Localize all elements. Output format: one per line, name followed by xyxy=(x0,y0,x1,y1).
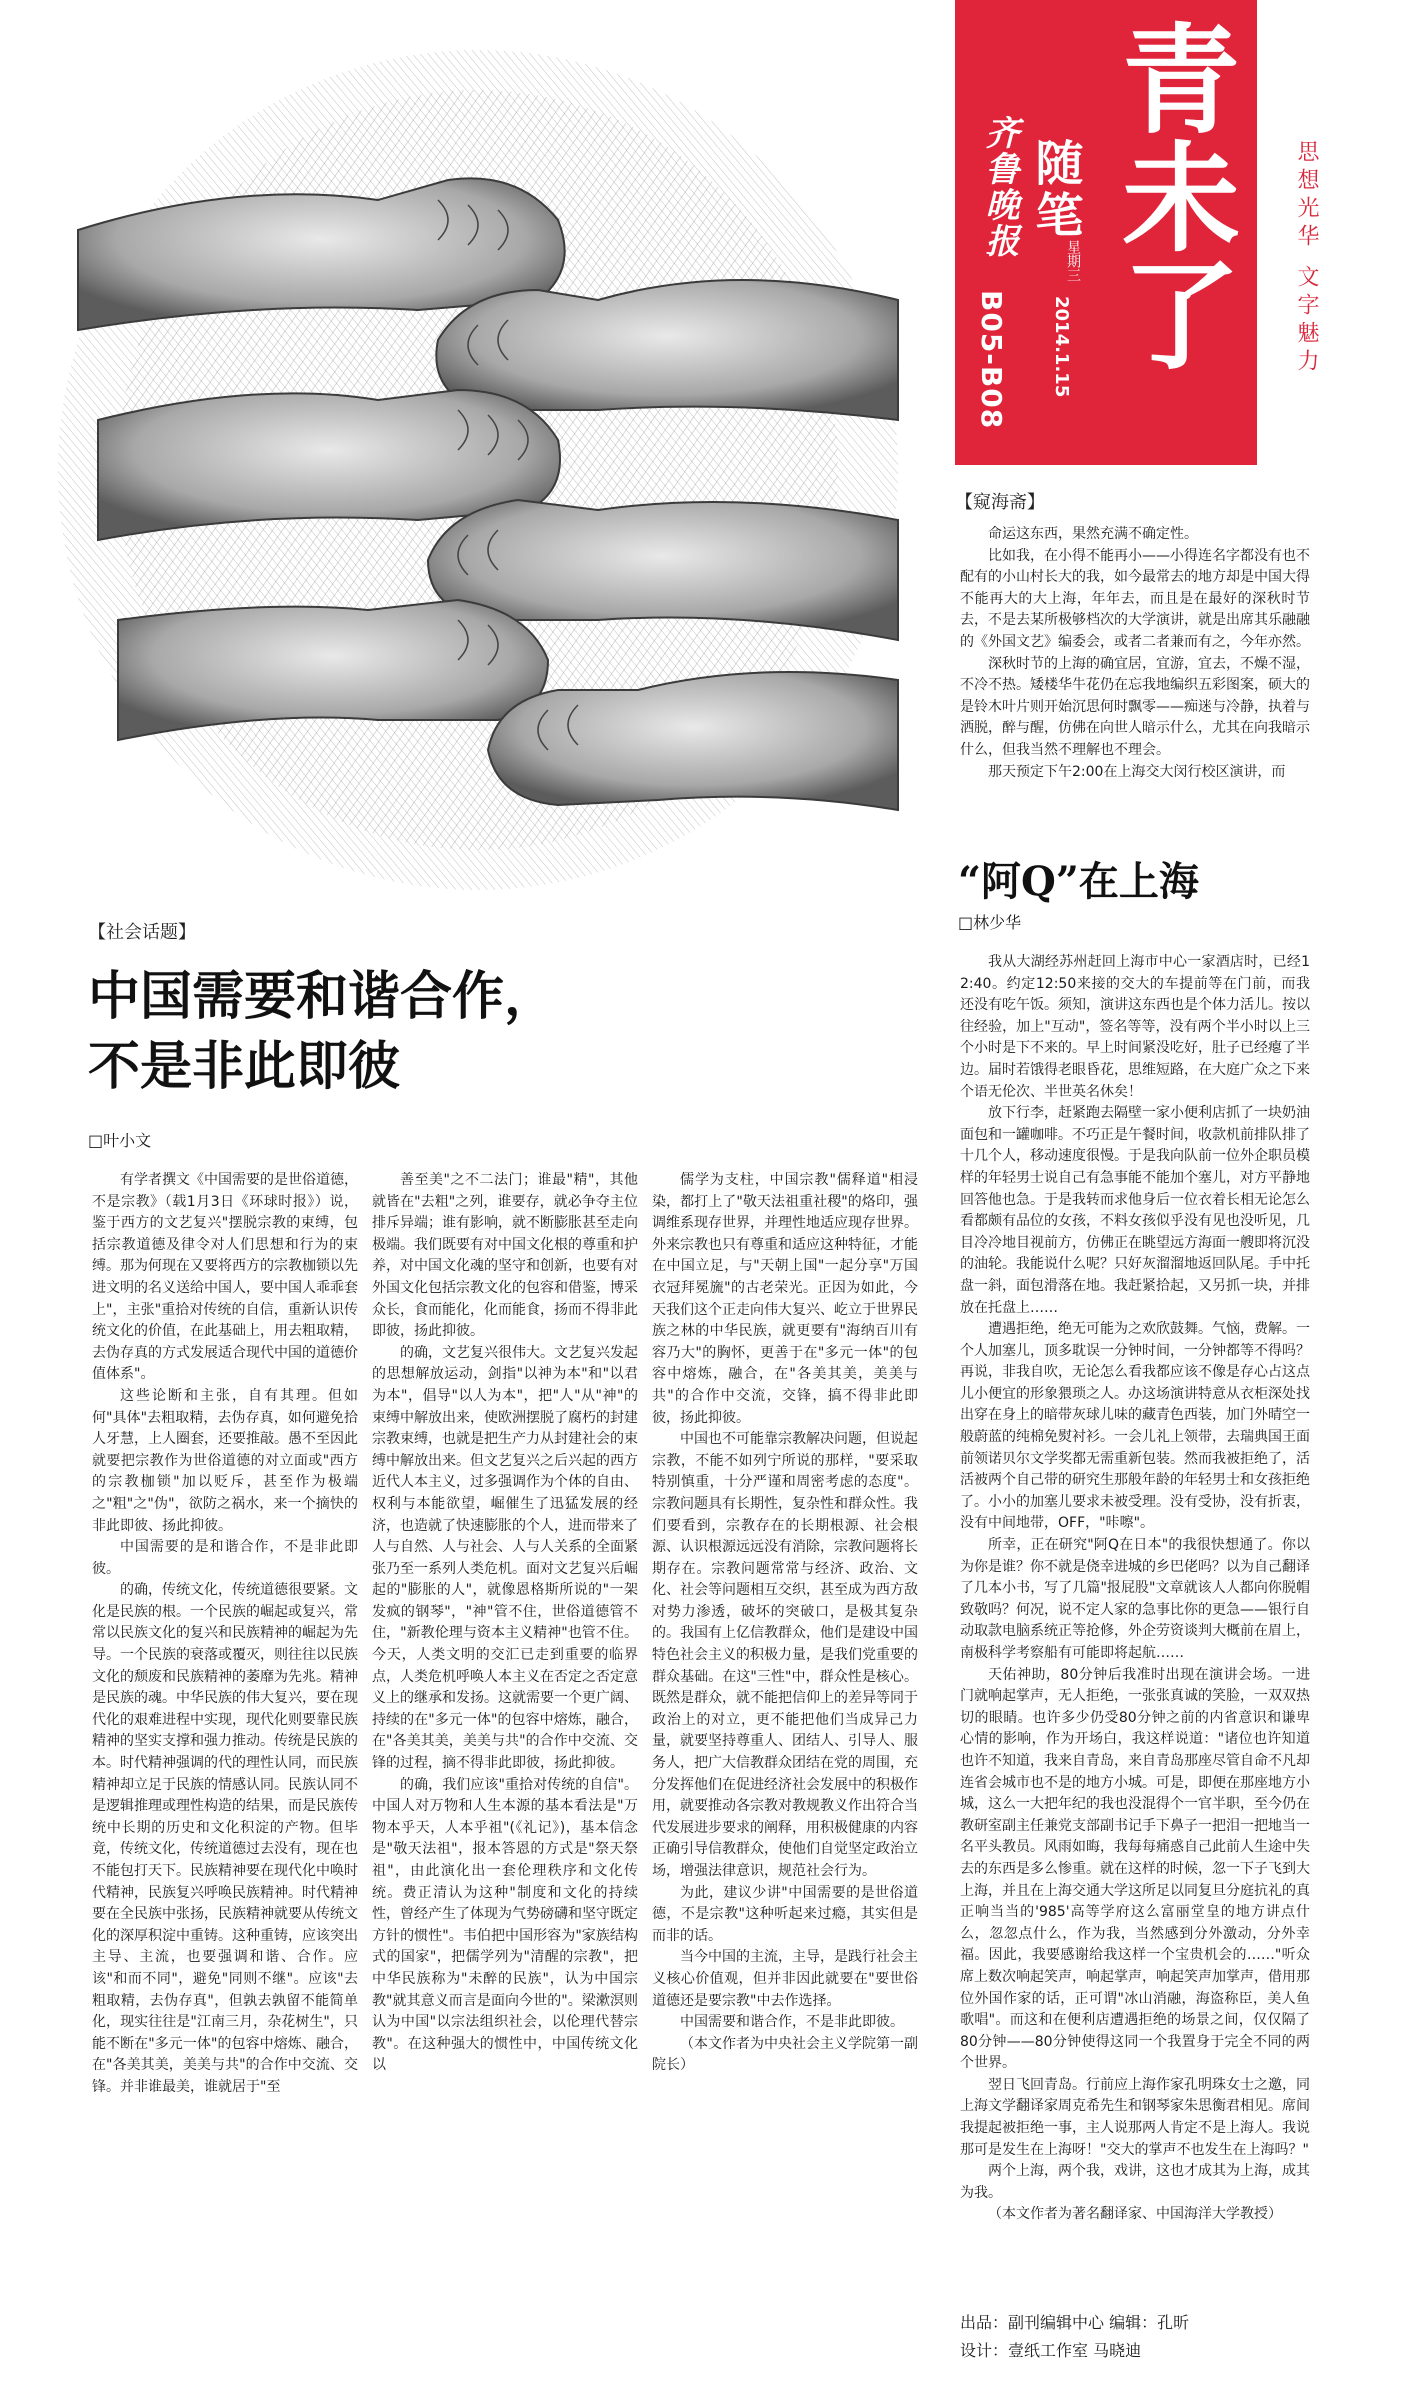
credits-line-1: 出品：副刊编辑中心 编辑：孔昕 xyxy=(960,2313,1190,2332)
paragraph: 比如我，在小得不能再小——小得连名字都没有也不配有的小山村长大的我，如今最常去的地方却是中国大得不能再大的大上海，年年去，而且是在最好的深秋时节去，不是去某所极够档次的大学演讲，就是出席其乐融融的《外国文艺》编委会，或者二者兼而有之，今年亦然。 xyxy=(960,547,1310,650)
article-column-1 xyxy=(92,1170,358,2099)
paragraph: （本文作者为中央社会主义学院第一副院长） xyxy=(652,2035,918,2074)
paragraph: 为此，建议少讲"中国需要的是世俗道德，不是宗教"这种听起来过瘾，其实但是而非的话。 xyxy=(652,1884,918,1944)
article-column-2 xyxy=(372,1170,638,2077)
paragraph: （本文作者为著名翻译家、中国海洋大学教授） xyxy=(988,2206,1282,2223)
paragraph: 当今中国的主流，主导，是践行社会主义核心价值观，但并非因此就要在"要世俗道德还是要宗教"中去作选择。 xyxy=(652,1949,918,2009)
article-column-3 xyxy=(652,1170,918,2077)
headline-line-1: 中国需要和谐合作， xyxy=(88,966,557,1027)
paragraph: 放下行李，赶紧跑去隔壁一家小便利店抓了一块奶油面包和一罐咖啡。不巧正是午餐时间，收款机前排队排了十几个人，移动速度很慢。于是我向队前一位外企职员模样的年轻男士说自己有急事能不能加个塞儿，对方平静地回答他也急。于是我转而求他身后一位衣着长相无论怎么看都颇有品位的女孩，不料女孩似乎没有见也没听见，几目冷冷地目视前方，仿佛正在眺望远方海面一艘即将沉没的油轮。我能说什么呢？只好灰溜溜地返回队尾。手中托盘一斜，面包滑落在地。我赶紧拾起，又另抓一块，并排放在托盘上…… xyxy=(960,1105,1310,1316)
column-title: “阿Q”在上海 xyxy=(958,858,1199,905)
article-headline xyxy=(88,962,738,1102)
paragraph: 深秋时节的上海的确宜居，宜游，宜去，不燥不湿，不冷不热。矮楼华牛花仍在忘我地编织五彩图案，硕大的是铃木叶片则开始沉思何时飘零——痴迷与冷静，执着与洒脱，醉与醒，仿佛在向世人暗示什么，尤其在向我暗示什么，但我当然不理解也不理会。 xyxy=(960,655,1310,758)
column-kicker: 【窥海斋】 xyxy=(955,492,1045,513)
paragraph: 的确，传统文化，传统道德很要紧。文化是民族的根。一个民族的崛起或复兴，常常以民族文化的复兴和民族精神的崛起为先导。一个民族的衰落或覆灭，则往往以民族文化的颓废和民族精神的萎靡为先兆。精神是民族的魂。中华民族的伟大复兴，要在现代化的艰难进程中实现，现代化则要靠民族精神的坚实支撑和强力推动。传统是民族的本。时代精神强调的代的理性认同，而民族精神却立足于民族的情感认同。民族认同不是逻辑推理或理性构造的结果，而是民族传统中长期的历史和文化积淀的产物。但毕竟，传统文化，传统道德过去没有，现在也不能包打天下。民族精神要在现代化中唤时代精神，民族复兴呼唤民族精神。时代精神要在全民族中张扬，民族精神就要从传统文化的深厚积淀中重铸。这种重铸，应该突出主导、主流，也要强调和谐、合作。应该"和而不同"，避免"同则不继"。应该"去粗取精，去伪存真"，但孰去孰留不能简单化，现实往往是"江南三月，杂花树生"，只能不断在"多元一体"的包容中熔炼、融合，在"各美其美，美美与共"的合作中交流、交锋。并非谁最美，谁就居于"至 xyxy=(92,1582,358,2095)
paragraph: 的确，我们应该"重拾对传统的自信"。中国人对万物和人生本源的基本看法是"万物本乎天，人本乎祖"(《礼记》)，基本信念是"敬天法祖"，报本答恩的方式是"祭天祭祖"，由此演化出一套伦理秩序和文化传统。费正清认为这种"制度和文化的持续性，曾经产生了体现为气势磅礴和坚守既定方针的惯性"。韦伯把中国形容为"家族结构式的国家"，把儒学列为"清醒的宗教"，把中华民族称为"未醉的民族"，认为中国宗教"就其意义而言是面向今世的"。梁漱溟则认为中国"以宗法组织社会，以伦理代替宗教"。在这种强大的惯性中，中国传统文化以 xyxy=(372,1776,638,2074)
paragraph: 的确，文艺复兴很伟大。文艺复兴发起的思想解放运动，剑指"以神为本"和"以君为本"，倡导"以人为本"，把"人"从"神"的束缚中解放出来，使欧洲摆脱了腐朽的封建宗教束缚，也就是把生产力从封建社会的束缚中解放出来。但文艺复兴之后兴起的西方近代人本主义，过多强调作为个体的自由、权利与本能欲望，崛催生了迅猛发展的经济，也造就了快速膨胀的个人，进而带来了人与自然、人与社会、人与人关系的全面紧张乃至一系列人类危机。面对文艺复兴后崛起的"膨胀的人"，就像恩格斯所说的"一架发疯的钢琴"，"神"管不住，世俗道德管不住，"新教伦理与资本主义精神"也管不住。今天，人类文明的交汇已走到重要的临界点，人类危机呼唤人本主义在否定之否定意义上的继承和发扬。这就需要一个更广阔、持续的在"多元一体"的包容中熔炼，融合，在"各美其美，美美与共"的合作中交流、交锋的过程，摘不得非此即彼，扬此抑彼。 xyxy=(372,1344,638,1772)
column-name: 随笔 xyxy=(1027,138,1083,242)
paragraph: 中国也不可能靠宗教解决问题，但说起宗教，不能不如列宁所说的那样，"要采取特别慎重，十分严谨和周密考虑的态度"。宗教问题具有长期性，复杂性和群众性。我们要看到，宗教存在的长期根源、社会根源、认识根源远远没有消除，宗教问题将长期存在。宗教问题常常与经济、政治、文化、社会等问题相互交织，甚至成为西方敌对势力渗透，破坏的突破口，是极其复杂的。我国有上亿信教群众，他们是建设中国特色社会主义的积极力量，是我们党重要的群众基础。在这"三性"中，群众性是核心。既然是群众，就不能把信仰上的差异等同于政治上的对立，更不能把他们当成异己力量，就要坚持尊重人、团结人、引导人、服务人，把广大信教群众团结在党的周围，充分发挥他们在促进经济社会发展中的积极作用，就要推动各宗教对教规教义作出符合当代发展进步要求的阐释，用积极健康的内容正确引导信教群众，使他们自觉坚定政治立场，增强法律意识，规范社会行为。 xyxy=(652,1431,918,1879)
paragraph: 命运这东西，果然充满不确定性。 xyxy=(988,526,1198,542)
credits-line-2: 设计：壹纸工作室 马晓迪 xyxy=(960,2341,1142,2360)
masthead xyxy=(955,0,1257,465)
paragraph: 中国需要和谐合作，不是非此即彼。 xyxy=(680,2014,904,2031)
page-range: B05-B08 xyxy=(975,290,1008,430)
column-intro-text xyxy=(960,524,1310,783)
paragraph: 那天预定下午2:00在上海交大闵行校区演讲，而 xyxy=(988,763,1286,780)
article-byline: □叶小文 xyxy=(88,1131,152,1150)
column-byline: □林少华 xyxy=(958,913,1022,932)
paragraph: 所幸，正在研究"阿Q在日本"的我很快想通了。你以为你是谁？你不就是侥幸进城的乡巴佬吗？以为自己翻译了几本小书，写了几篇"报屁股"文章就该人人都向你脱帽致敬吗？何况，说不定人家的急事比你的更急——银行自动取款电脑系统正等抢修，外企劳资谈判大概前在眉上，南极科学考察船有可能即将起航…… xyxy=(960,1537,1310,1661)
paragraph: 遭遇拒绝，绝无可能为之欢欣鼓舞。气恼，费解。一个人加塞儿，顶多耽误一分钟时间，一分钟都等不得吗？再说，非我自吹，无论怎么看我都应该不像是存心占这点儿小便宜的形象猥琐之人。办这场演讲特意从衣柜深处找出穿在身上的暗带灰球儿味的藏青色西装，加门外晴空一般蔚蓝的纯棉免熨衬衫。一会儿礼上领带，去瑞典国王面前领诺贝尔文学奖都无需重新包装。然而我被拒绝了，活活被两个自己带的研究生那般年龄的年轻男士和女孩拒绝了。小小的加塞儿要求未被受理。没有受协，没有折衷，没有中间地带，OFF，"咔嚓"。 xyxy=(960,1321,1310,1532)
paragraph: 两个上海，两个我，戏讲，这也才成其为上海，成其为我。 xyxy=(960,2163,1310,2201)
paragraph: 翌日飞回青岛。行前应上海作家孔明珠女士之邀，同上海文学翻译家周克希先生和钢琴家朱思衡君相见。席间我提起被拒绝一事，主人说那两人肯定不是上海人。我说那可是发生在上海呀！"交大的掌声不也发生在上海吗？" xyxy=(960,2076,1310,2158)
paragraph: 这些论断和主张，自有其理。但如何"具体"去粗取精，去伪存真，如何避免拾人牙慧，上人圈套，还要推敲。愚不至因此就要把宗教作为世俗道德的对立面或"西方的宗教枷锁"加以贬斥，甚至作为极端之"粗"之"伪"，欲防之祸水，来一个摘快的非此即彼、扬此抑彼。 xyxy=(92,1387,358,1534)
paragraph: 天佑神助，80分钟后我准时出现在演讲会场。一进门就响起掌声，无人拒绝，一张张真诚的笑脸，一双双热切的眼睛。也许多少仍受80分钟之前的内省意识和谦卑心情的影响，作为开场白，我这样说道："诸位也许知道也许不知道，我来自青岛，来自青岛那座尽管自命不凡却连省会城市也不是的地方小城。可是，即便在那座地方小城，这么一大把年纪的我也没混得个一官半职，至今仍在教研室副主任兼党支部副书记手下鼻子一把泪一把地当一名平头教员。风雨如晦，我每每痛惑自己此前人生途中失去的东西是多么惨重。就在这样的时候，忽一下子飞到大上海，并且在上海交通大学这所足以同复旦分庭抗礼的真正响当当的'985'高等学府这么富丽堂皇的地方讲点什么，忽忽点什么，作为我，当然感到分外激动，分外幸福。因此，我要感谢给我这样一个宝贵机会的……"听众席上数次响起笑声，响起掌声，响起笑声加掌声，借用那位外国作家的话，正可谓"冰山消融，海盗称臣，美人鱼歌唱"。而这和在便利店遭遇拒绝的场景之间，仅仅隔了80分钟——80分钟使得这同一个我置身于完全不同的两个世界。 xyxy=(960,1666,1310,2072)
column-body-text xyxy=(960,952,1310,2226)
slogan: 思想光华 文字魅力 xyxy=(1294,140,1319,377)
masthead-title: 青未了 xyxy=(1102,18,1241,372)
paragraph: 善至美"之不二法门；谁最"精"，其他就皆在"去粗"之列，谁要存，就必争夺主位排斥异端；谁有影响，就不断膨胀甚至走向极端。我们既要有对中国文化根的尊重和护养，对中国文化魂的坚守和创新，也要有对外国文化包括宗教文化的包容和借鉴，博采众长，食而能化，化而能食，扬而不得非此即彼，扬此抑彼。 xyxy=(372,1172,638,1340)
paragraph: 中国需要的是和谐合作，不是非此即彼。 xyxy=(92,1539,358,1577)
headline-line-2: 不是非此即彼 xyxy=(88,1036,401,1097)
hero-illustration xyxy=(38,0,918,910)
section-kicker: 【社会话题】 xyxy=(88,922,196,943)
paragraph: 儒学为支柱，中国宗教"儒释道"相浸染，都打上了"敬天法祖重社稷"的烙印，强调维系现存世界，并理性地适应现存世界。外来宗教也只有尊重和适应这种特征，才能在中国立足，与"天朝上国"一起分享"万国衣冠拜冕旒"的古老荣光。正因为如此，今天我们这个正走向伟大复兴、屹立于世界民族之林的中华民族，就更要有"海纳百川有容乃大"的胸怀，更善于在"多元一体"的包容中熔炼，融合，在"各美其美，美美与共"的合作中交流，交锋，搞不得非此即彼，扬此抑彼。 xyxy=(652,1172,918,1426)
paper-logo: 齐鲁晚报 xyxy=(979,115,1019,259)
issue-date: 2014.1.15 xyxy=(1051,296,1072,398)
paragraph: 有学者撰文《中国需要的是世俗道德，不是宗教》（载1月3日《环球时报》）说，鉴于西方的文艺复兴"摆脱宗教的束缚，包括宗教道德及律令对人们思想和行为的束缚。那为何现在又要将西方的宗教枷锁以先进文明的名义送给中国人，要中国人乖乖套上"，主张"重拾对传统的自信，重新认识传统文化的价值，在此基础上，用去粗取精，去伪存真的方式发展适合现代中国的道德价值体系"。 xyxy=(92,1172,358,1383)
paragraph: 我从大湖经苏州赶回上海市中心一家酒店时，已经12:40。约定12:50来接的交大的车提前等在门前，而我还没有吃午饭。须知，演讲这东西也是个体力活儿。按以往经验，加上"互动"，签名等等，没有两个半小时以上三个小时是下不来的。早上时间紧没吃好，肚子已经瘪了半边。届时若饿得老眼昏花，思维短路，在大庭广众之下来个语无伦次、半世英名休矣！ xyxy=(960,954,1310,1100)
weekday: 星期三 xyxy=(1065,240,1081,282)
